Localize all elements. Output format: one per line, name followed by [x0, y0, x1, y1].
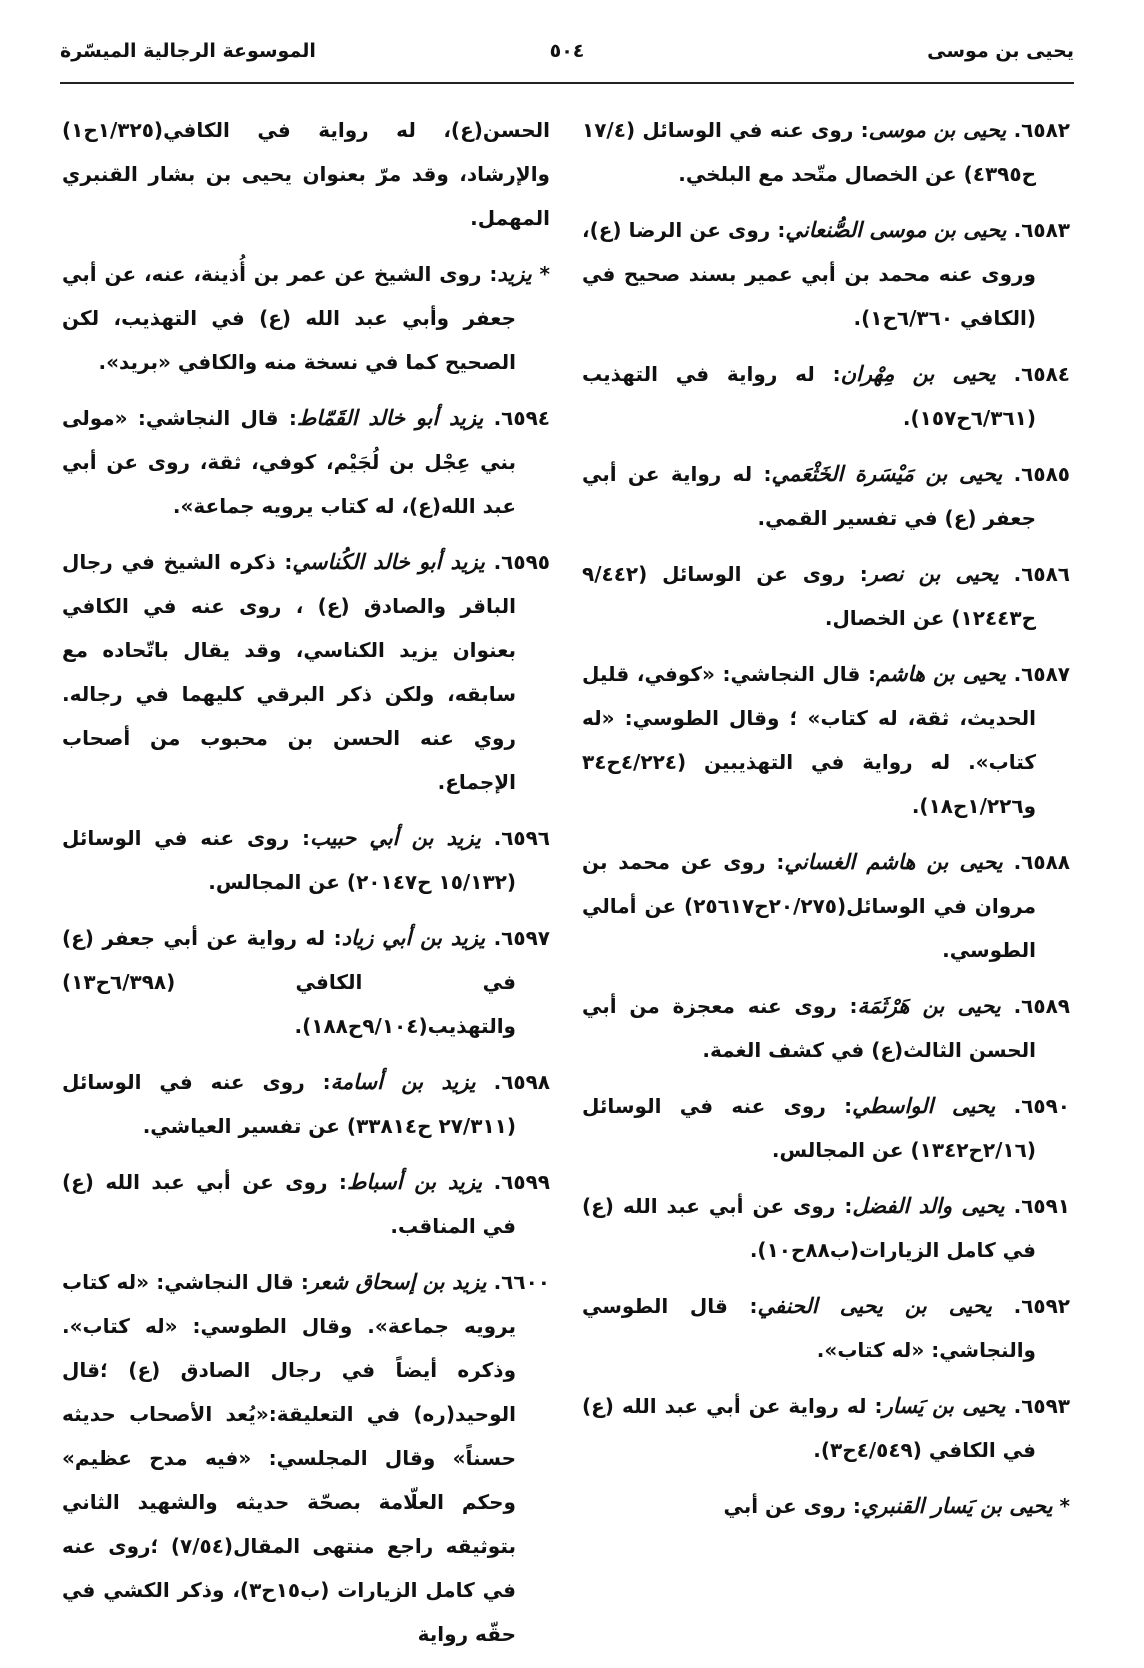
- entry-number: ٦٥٨٢.: [1013, 118, 1070, 142]
- running-header: [60, 34, 1074, 74]
- entry: [62, 252, 550, 384]
- entry: [62, 816, 550, 904]
- entry: [582, 1184, 1070, 1272]
- entry: [582, 108, 1070, 196]
- entry-number: ٦٥٨٣.: [1013, 218, 1071, 242]
- entry: [62, 108, 550, 240]
- page-number: ٥٠٤: [549, 40, 585, 62]
- entry-number: *: [539, 262, 551, 286]
- entry-name: يحيى بن مَيْسَرة الخَثْعَمي: [771, 462, 1003, 486]
- entry-text: : روى الشيخ عن عمر بن أُذينة، عنه، عن أبي جعفر وأبي عبد الله (ع) في التهذيب، لكن الصحيح كما في نسخة منه والكافي «بريد».: [62, 262, 516, 374]
- entry-name: يحيى والد الفضل: [852, 1194, 1005, 1218]
- entry-name: يحيى بن مِهْران: [840, 362, 996, 386]
- entry-name: يزيد بن أبي حبيب: [309, 826, 481, 850]
- entry-text: : روى عن أبي عبد الله (ع) في المناقب.: [62, 1170, 516, 1238]
- entry-number: ٦٥٨٧.: [1013, 662, 1070, 686]
- entry-number: ٦٥٨٩.: [1013, 994, 1070, 1018]
- entry-text: : قال النجاشي: «كوفي، قليل الحديث، ثقة، له كتاب» ؛ وقال الطوسي: «له كتاب». له رواية في التهذيبين (٤/٢٢٤ح٣٤ و١/٢٢٦ح١٨).: [582, 662, 1036, 818]
- entry: [582, 984, 1070, 1072]
- entry-number: ٦٥٩٣.: [1013, 1394, 1071, 1418]
- entry: [582, 352, 1070, 440]
- entry-name: يزيد أبو خالد الكُناسي: [292, 550, 485, 574]
- entry-text: : روى عن الرضا (ع)، وروى عنه محمد بن أبي عمير بسند صحيح في (الكافي ٦/٣٦٠ح١).: [582, 218, 1036, 330]
- book-title: الموسوعة الرجالية الميسّرة: [60, 40, 316, 62]
- entry-text: : له رواية عن أبي جعفر (ع) في تفسير القمي.: [582, 462, 1036, 530]
- entry-text: : روى عنه في الوسائل (٢/١٦ح١٣٤٢) عن المجالس.: [582, 1094, 1036, 1162]
- entry-text: : روى عنه معجزة من أبي الحسن الثالث(ع) في كشف الغمة.: [582, 994, 1036, 1062]
- entry-number: ٦٥٨٥.: [1013, 462, 1070, 486]
- entry-name: يحيى بن يحيى الحنفي: [757, 1294, 992, 1318]
- entry: [582, 840, 1070, 972]
- entry-name: يزيد بن أبي زياد: [341, 926, 486, 950]
- entry: [62, 540, 550, 804]
- entry-number: ٦٥٩٨.: [493, 1070, 551, 1094]
- entry-number: ٦٥٩٥.: [493, 550, 550, 574]
- entry: [582, 552, 1070, 640]
- entry-number: ٦٥٩٢.: [1013, 1294, 1071, 1318]
- header-entry-title: يحيى بن موسى: [927, 40, 1074, 62]
- entry-number: ٦٥٩٠.: [1013, 1094, 1071, 1118]
- entry-number: ٦٥٩٩.: [493, 1170, 550, 1194]
- entry: [582, 1284, 1070, 1372]
- entry: [582, 1084, 1070, 1172]
- entry-text: : قال النجاشي: «له كتاب يرويه جماعة». وقال الطوسي: «له كتاب». وذكره أيضاً في رجال الصادق (ع) ؛قال الوحيد(ره) في التعليقة:«يُعد الأصحاب حديثه حسناً» وقال المجلسي: «فيه مدح عظيم» وحكم العلّامة بصحّة حديثه والشهيد الثاني بتوثيقه راجع منتهى المقال(٧/٥٤) ؛روى عنه في كامل الزيارات (ب١٥ح٣)، وذكر الكشي في حقّه رواية: [62, 1270, 516, 1646]
- entry-name: يحيى بن موسى: [868, 118, 1007, 142]
- entry-name: يحيى بن يَسار القنبري: [860, 1494, 1053, 1518]
- entry: [582, 452, 1070, 540]
- entry-name: يزيد: [497, 262, 532, 286]
- entry-number: ٦٥٩٧.: [493, 926, 550, 950]
- entry: [582, 1384, 1070, 1472]
- entry-text: : قال الطوسي والنجاشي: «له كتاب».: [582, 1294, 1036, 1362]
- entry-name: يحيى بن موسى الصُّنعاني: [785, 218, 1007, 242]
- entry-number: ٦٦٠٠.: [493, 1270, 550, 1294]
- entry-name: يحيى بن هاشم الغساني: [784, 850, 1003, 874]
- right-column: [582, 108, 1070, 1540]
- entry-text: : قال النجاشي: «مولى بني عِجْل بن لُجَيْم، كوفي، ثقة، روى عن أبي عبد الله(ع)، له كتاب يرويه جماعة».: [62, 406, 516, 518]
- header-divider: [60, 82, 1074, 84]
- entry: [582, 652, 1070, 828]
- entry-text: : له رواية عن أبي جعفر (ع) في الكافي (٦/٣٩٨ح١٣) والتهذيب(٩/١٠٤ح١٨٨).: [62, 926, 516, 1038]
- entry: [582, 1484, 1070, 1528]
- entry-number: ٦٥٨٦.: [1013, 562, 1071, 586]
- entry: [62, 1060, 550, 1148]
- entry-number: ٦٥٨٤.: [1013, 362, 1070, 386]
- entry: [62, 396, 550, 528]
- entry-number: ٦٥٩٤.: [493, 406, 550, 430]
- entry-name: يحيى بن هاشم: [875, 662, 1006, 686]
- entry-text: : له رواية في التهذيب (٦/٣٦١ح١٥٧).: [582, 362, 1036, 430]
- entry: [62, 1260, 550, 1656]
- entry-text: : روى عن أبي: [723, 1494, 861, 1518]
- entry-text: : روى عن الوسائل (٩/٤٤٢ ح١٢٤٤٣) عن الخصال.: [582, 562, 1036, 630]
- entry-text: : ذكره الشيخ في رجال الباقر والصادق (ع) ، روى عنه في الكافي بعنوان يزيد الكناسي، وقد يقال باتّحاده مع سابقه، ولكن ذكر البرقي كليهما في رجاله. روي عنه الحسن بن محبوب من أصحاب الإجماع.: [62, 550, 516, 794]
- entry-name: يحيى بن يَسار: [882, 1394, 1006, 1418]
- entry-name: يحيى بن هَرْثَمَة: [857, 994, 1001, 1018]
- entry-text: الحسن(ع)، له رواية في الكافي(١/٣٢٥ح١) والإرشاد، وقد مرّ بعنوان يحيى بن بشار القنبري المهمل.: [62, 118, 550, 230]
- entry: [62, 1160, 550, 1248]
- entry: [62, 916, 550, 1048]
- entry-text: : له رواية عن أبي عبد الله (ع) في الكافي (٤/٥٤٩ح٣).: [582, 1394, 1036, 1462]
- entry-name: يزيد بن أسباط: [346, 1170, 483, 1194]
- entry-name: يزيد بن أسامة: [330, 1070, 476, 1094]
- entry-text: : روى عن محمد بن مروان في الوسائل(٢٠/٢٧٥ح٢٥٦١٧) عن أمالي الطوسي.: [582, 850, 1036, 962]
- entry-text: : روى عنه في الوسائل (١٧/٤ ح٤٣٩٥) عن الخصال متّحد مع البلخي.: [582, 118, 1036, 186]
- entry-name: يزيد أبو خالد القَمّاط: [296, 406, 484, 430]
- entry-text: : روى عن أبي عبد الله (ع) في كامل الزيارات(ب٨٨ح١٠).: [582, 1194, 1036, 1262]
- entry-number: ٦٥٨٨.: [1013, 850, 1070, 874]
- entry-number: ٦٥٩١.: [1013, 1194, 1071, 1218]
- entry-name: يحيى بن نصر: [867, 562, 999, 586]
- entry-text: : روى عنه في الوسائل (١٥/١٣٢ ح٢٠١٤٧) عن المجالس.: [62, 826, 516, 894]
- entry-name: يزيد بن إسحاق شعر: [308, 1270, 487, 1294]
- entry-number: *: [1059, 1494, 1070, 1518]
- entry: [582, 208, 1070, 340]
- left-column: [62, 108, 550, 1668]
- entry-number: ٦٥٩٦.: [493, 826, 551, 850]
- entry-name: يحيى الواسطي: [852, 1094, 996, 1118]
- entry-text: : روى عنه في الوسائل (٢٧/٣١١ ح٣٣٨١٤) عن تفسير العياشي.: [62, 1070, 516, 1138]
